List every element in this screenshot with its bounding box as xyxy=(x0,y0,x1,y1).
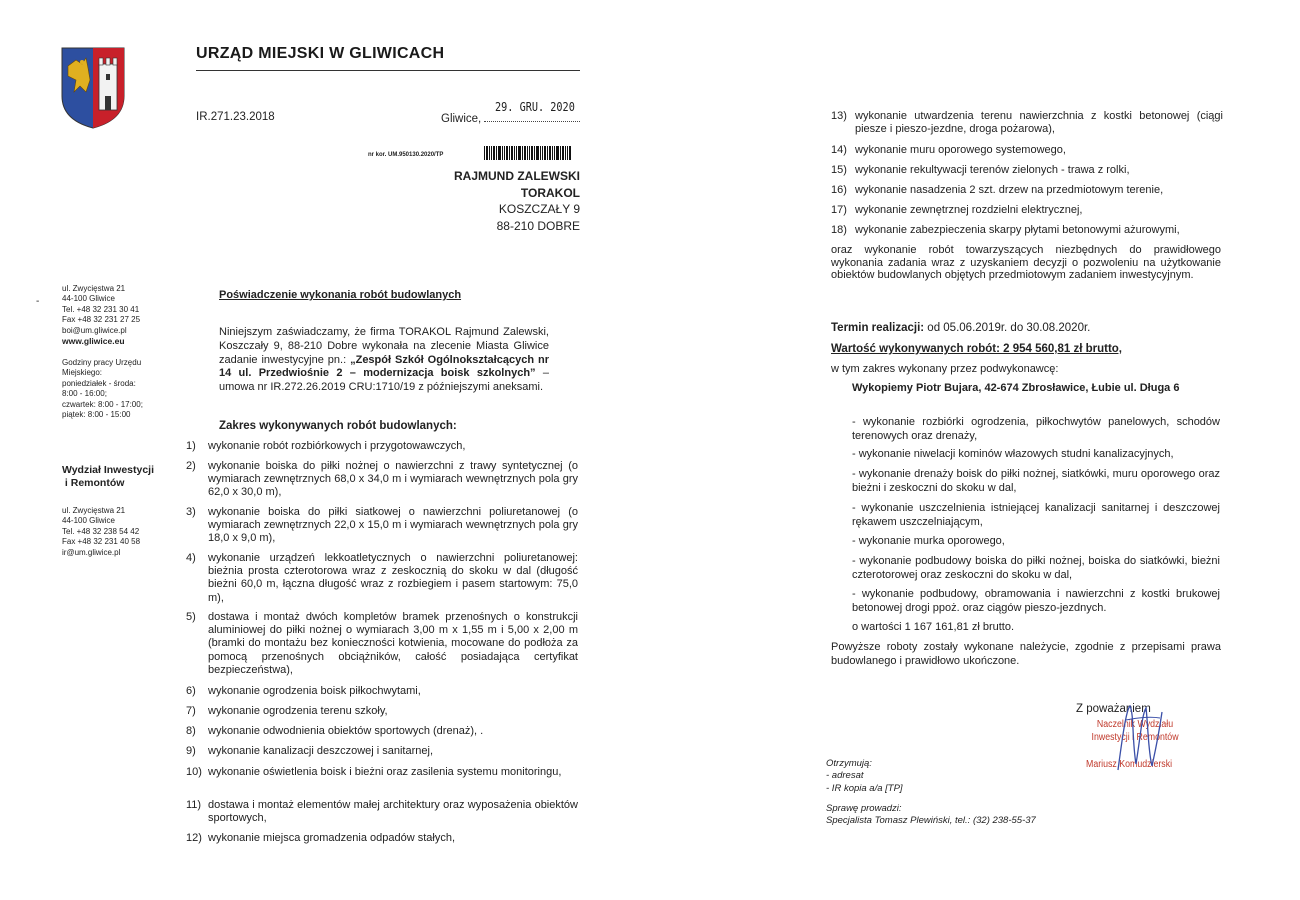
department-name xyxy=(62,464,154,490)
intro-text-end: – umowa nr IR.272.26.2019 CRU:1710/19 z późniejszymi aneksami. xyxy=(219,367,549,393)
item-number: 12) xyxy=(186,832,202,844)
handled-label: Sprawę prowadzi: xyxy=(826,803,902,814)
scope-item xyxy=(831,110,1223,138)
item-number: 9) xyxy=(186,745,196,757)
intro-paragraph xyxy=(219,326,549,395)
scope-item xyxy=(831,224,1223,238)
scope-item xyxy=(186,766,578,794)
item-text: dostawa i montaż dwóch kompletów bramek przenośnych o konstrukcji aluminiowej do piłki nożnej o wymiarach 3,00 m x 1,55 m i 5,00 x 2,00 m (bramki do montażu bez konieczności kotwienia, mocowane do podłoża za pomocą przenośnych obciążników, całość posiadająca certyfikat bezpieczeństwa), xyxy=(208,611,578,676)
contact-line: ul. Zwycięstwa 21 xyxy=(62,284,126,293)
regards: Z poważaniem xyxy=(1076,703,1151,715)
recipient-line: - IR kopia a/a [TP] xyxy=(826,782,903,794)
sub-item: - wykonanie podbudowy boiska do piłki nożnej, boiska do siatkówki, bieżni czterotorowej oraz zeskoczni do skoku w dal, xyxy=(852,555,1220,581)
subcontractor-name: Wykopiemy Piotr Bujara, 42-674 Zbrosławice, Łubie ul. Długa 6 xyxy=(852,382,1180,394)
office-hours xyxy=(62,358,182,420)
term-label: Termin realizacji: xyxy=(831,322,925,334)
item-text: wykonanie kanalizacji deszczowej i sanitarnej, xyxy=(208,745,434,757)
stamp-name: Mariusz Komudzierski xyxy=(1086,759,1173,770)
term-value: od 05.06.2019r. do 30.08.2020r. xyxy=(924,322,1091,334)
addressee-name: RAJMUND ZALEWSKI xyxy=(454,169,580,183)
recipient-line: - adresat xyxy=(826,770,864,782)
item-number: 7) xyxy=(186,705,196,717)
city-crest-icon xyxy=(60,46,126,130)
office-title: URZĄD MIEJSKI W GLIWICACH xyxy=(196,45,445,62)
hours-line: poniedziałek - środa: xyxy=(62,378,136,388)
item-number: 3) xyxy=(186,506,196,518)
item-number: 14) xyxy=(831,144,847,156)
contact-line: Tel. +48 32 238 54 42 xyxy=(62,526,140,536)
sub-value: o wartości 1 167 161,81 zł brutto. xyxy=(852,621,1015,633)
item-text: wykonanie ogrodzenia boisk piłkochwytami, xyxy=(208,685,421,697)
item-number: 2) xyxy=(186,460,196,472)
scope-item xyxy=(186,705,578,719)
contact-line: Fax +48 32 231 40 58 xyxy=(62,537,141,547)
scope-item xyxy=(186,799,578,827)
hours-line: Godziny pracy Urzędu xyxy=(62,358,142,367)
hours-line: czwartek: 8:00 - 17:00; xyxy=(62,399,143,409)
scope-item xyxy=(186,832,578,846)
hours-line: 8:00 - 16:00; xyxy=(62,389,107,399)
sub-item: - wykonanie rozbiórki ogrodzenia, piłkochwytów panelowych, schodów terenowych oraz drenaży, xyxy=(852,416,1220,442)
date-stamp: 29. GRU. 2020 xyxy=(495,100,575,114)
scope-heading: Zakres wykonywanych robót budowlanych: xyxy=(219,420,457,432)
department-line: Wydział Inwestycji xyxy=(62,464,155,476)
item-text: wykonanie zewnętrznej rozdzielni elektrycznej, xyxy=(855,204,1083,216)
item-text: wykonanie miejsca gromadzenia odpadów stałych, xyxy=(208,832,456,844)
item-number: 1) xyxy=(186,440,196,452)
department-contact xyxy=(62,506,182,558)
document-title: Poświadczenie wykonania robót budowlanych xyxy=(219,289,462,301)
correspondence-number: nr kor. UM.950130.2020/TP xyxy=(368,152,444,158)
contact-line: 44-100 Gliwice xyxy=(62,516,115,526)
sub-item: - wykonanie uszczelnienia istniejącej kanalizacji sanitarnej i deszczowej rękawem uszczelniającym, xyxy=(852,502,1220,528)
item-text: wykonanie nasadzenia 2 szt. drzew na przedmiotowym terenie, xyxy=(855,184,1164,196)
item-number: 11) xyxy=(186,799,202,811)
item-text: wykonanie muru oporowego systemowego, xyxy=(855,144,1066,156)
item-number: 16) xyxy=(831,184,847,196)
sub-item: - wykonanie drenaży boisk do piłki nożnej, siatkówki, muru oporowego oraz bieżni i zeskoczni do skoku w dal, xyxy=(852,468,1220,494)
item-number: 5) xyxy=(186,611,196,623)
item-text: dostawa i montaż elementów małej architektury oraz wyposażenia obiektów sportowych, xyxy=(208,799,578,825)
handled-by: Specjalista Tomasz Plewiński, tel.: (32) 238-55-37 xyxy=(826,815,1036,827)
place-label: Gliwice, xyxy=(441,113,482,125)
project-name: „Zespół Szkół Ogólnokształcących nr 14 ul. Przedwiośnie 2 – modernizacja boisk szkolnych” xyxy=(219,353,549,380)
scope-item xyxy=(831,164,1223,178)
item-number: 6) xyxy=(186,685,196,697)
margin-mark: - xyxy=(36,296,40,307)
hours-line: Miejskiego: xyxy=(62,368,103,378)
scope-item xyxy=(186,745,578,759)
item-text: wykonanie boiska do piłki nożnej o nawierzchni z trawy syntetycznej (o wymiarach zewnętrznych 68,0 x 34,0 m i wymiarach wewnętrznych pola gry 62,0 x 30,0 m), xyxy=(208,460,578,499)
item-text: wykonanie utwardzenia terenu nawierzchnia z kostki betonowej (ciągi piesze i pieszo-jezdne, droga pożarowa), xyxy=(855,110,1223,136)
header-divider xyxy=(196,70,580,71)
sub-item: - wykonanie murka oporowego, xyxy=(852,535,1005,547)
subcontractor-intro: w tym zakres wykonany przez podwykonawcę: xyxy=(831,363,1059,375)
intro-text-start: Niniejszym zaświadczamy, że firma TORAKOL Rajmund Zalewski, Koszczały 9, 88-210 Dobre wykonała na zlecenie Miasta Gliwice zadanie inwestycyjne pn.: xyxy=(219,326,549,366)
scope-item xyxy=(186,440,578,454)
addressee-block xyxy=(380,168,580,234)
scope-item xyxy=(186,460,578,500)
contact-line: ul. Zwycięstwa 21 xyxy=(62,506,126,515)
signature-icon xyxy=(1112,700,1168,776)
scope-item xyxy=(831,144,1223,158)
addressee-company: TORAKOL xyxy=(520,185,580,200)
recipients-label: Otrzymują: xyxy=(826,758,872,769)
recipients-block xyxy=(826,758,903,795)
scope-item xyxy=(831,204,1223,218)
department-line: i Remontów xyxy=(62,477,125,490)
contact-email: ir@um.gliwice.pl xyxy=(62,547,121,557)
website-link[interactable]: www.gliwice.eu xyxy=(62,335,125,346)
reference-number: IR.271.23.2018 xyxy=(196,111,275,123)
contact-line: Tel. +48 32 231 30 41 xyxy=(62,304,140,314)
item-number: 18) xyxy=(831,224,847,236)
final-statement: Powyższe roboty zostały wykonane należycie, zgodnie z przepisami prawa budowlanego i prawidłowo ukończone. xyxy=(831,641,1221,667)
contact-line: Fax +48 32 231 27 25 xyxy=(62,315,141,325)
sub-item: - wykonanie niwelacji kominów włazowych studni kanalizacyjnych, xyxy=(852,448,1174,460)
scope-item xyxy=(186,552,578,606)
hours-line: piątek: 8:00 - 15:00 xyxy=(62,409,131,419)
item-number: 8) xyxy=(186,725,196,737)
scope-item xyxy=(186,725,578,739)
term-line xyxy=(831,322,1090,336)
addressee-city: 88-210 DOBRE xyxy=(496,218,580,233)
item-number: 4) xyxy=(186,552,196,564)
item-text: wykonanie oświetlenia boisk i bieżni oraz zasilenia systemu monitoringu, xyxy=(208,766,562,778)
item-text: wykonanie boiska do piłki siatkowej o nawierzchni poliuretanowej (o wymiarach zewnętrznych 22,0 x 15,0 m i wymiarach wewnętrznych pola gry 18,0 x 9,0 m), xyxy=(208,506,578,545)
item-text: wykonanie zabezpieczenia skarpy płytami betonowymi ażurowymi, xyxy=(855,224,1180,236)
contract-value: Wartość wykonywanych robót: 2 954 560,81 zł brutto, xyxy=(831,343,1122,355)
item-text: wykonanie odwodnienia obiektów sportowych (drenaż), . xyxy=(208,725,484,737)
scope-item xyxy=(186,685,578,699)
item-number: 10) xyxy=(186,766,202,778)
item-text: wykonanie ogrodzenia terenu szkoły, xyxy=(208,705,388,717)
handled-by-block xyxy=(826,803,1036,828)
item-number: 13) xyxy=(831,110,847,122)
scope-item xyxy=(186,611,578,679)
item-number: 17) xyxy=(831,204,847,216)
item-text: wykonanie robót rozbiórkowych i przygotowawczych, xyxy=(208,440,466,452)
item-text: wykonanie rekultywacji terenów zielonych - trawa z rolki, xyxy=(855,164,1130,176)
addressee-street: KOSZCZAŁY 9 xyxy=(498,202,580,217)
scope-item xyxy=(186,506,578,546)
stamp-line: Naczelnik Wydziału xyxy=(1096,719,1174,730)
closing-paragraph: oraz wykonanie robót towarzyszących niezbędnych do prawidłowego wykonania zadania wraz z uzyskaniem decyzji o pozwoleniu na użytkowanie obiektów budowlanych objętych przedmiotowym zadaniem inwestycyjnym. xyxy=(831,244,1221,282)
barcode-icon xyxy=(484,146,572,160)
item-text: wykonanie urządzeń lekkoatletycznych o nawierzchni poliuretanowej: bieżnia prosta czterotorowa wraz z zeskocznią do skoku w dal (długość bieżni 60,0 m, łączna długość wraz z rozbiegiem i pasem startowym: 75,0 m), xyxy=(208,552,578,604)
contact-email: boi@um.gliwice.pl xyxy=(62,325,127,335)
office-contact xyxy=(62,284,182,347)
stamp-line: Inwestycji i Remontów xyxy=(1091,732,1179,743)
item-number: 15) xyxy=(831,164,847,176)
scope-item xyxy=(831,184,1223,198)
sub-item: - wykonanie podbudowy, obramowania i nawierzchni z kostki brukowej betonowej drogi ppoż. oraz ciągów pieszo-jezdnych. xyxy=(852,588,1220,614)
contact-line: 44-100 Gliwice xyxy=(62,294,115,304)
